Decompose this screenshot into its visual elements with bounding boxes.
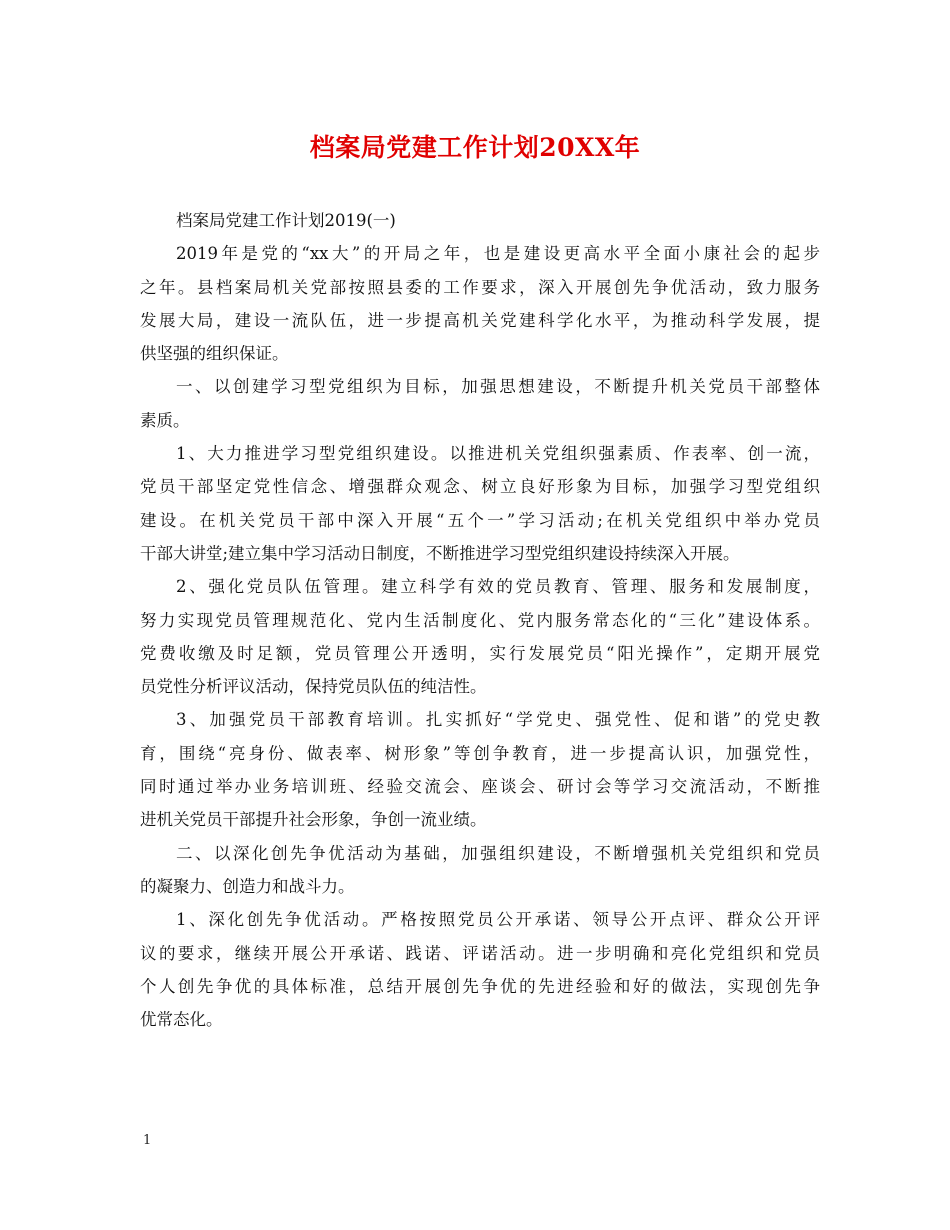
text-line: 供坚强的组织保证。 [140,344,289,364]
text-line: 2、强化党员队伍管理。建立科学有效的党员教育、管理、服务和发展制度， [176,577,820,597]
text-line: 努力实现党员管理规范化、党内生活制度化、党内服务常态化的“三化”建设体系。 [140,610,820,630]
text-line: 建设。在机关党员干部中深入开展“五个一”学习活动;在机关党组织中举办党员 [140,510,820,530]
text-line: 干部大讲堂;建立集中学习活动日制度，不断推进学习型党组织建设持续深入开展。 [140,543,740,563]
text-line: 1、大力推进学习型党组织建设。以推进机关党组织强素质、作表率、创一流， [176,444,820,464]
text-line: 二、以深化创先争优活动为基础，加强组织建设，不断增强机关党组织和党员 [176,843,820,863]
text-line: 发展大局，建设一流队伍，进一步提高机关党建科学化水平，为推动科学发展，提 [140,310,820,330]
text-line: 个人创先争优的具体标准，总结开展创先争优的先进经验和好的做法，实现创先争 [140,976,820,996]
text-line: 员党性分析评议活动，保持党员队伍的纯洁性。 [140,677,487,697]
text-line: 3、加强党员干部教育培训。扎实抓好“学党史、强党性、促和谐”的党史教 [176,710,820,730]
text-line: 一、以创建学习型党组织为目标，加强思想建设，不断提升机关党员干部整体 [176,377,820,397]
page-number: 1 [143,1133,152,1148]
text-line: 的凝聚力、创造力和战斗力。 [140,876,355,896]
text-line: 育，围绕“亮身份、做表率、树形象”等创争教育，进一步提高认识，加强党性， [140,743,820,763]
text-line: 素质。 [140,410,190,430]
text-line: 1、深化创先争优活动。严格按照党员公开承诺、领导公开点评、群众公开评 [176,910,820,930]
text-line: 优常态化。 [140,1010,223,1030]
text-line: 议的要求，继续开展公开承诺、践诺、评诺活动。进一步明确和亮化党组织和党员 [140,943,820,963]
text-line: 进机关党员干部提升社会形象，争创一流业绩。 [140,810,487,830]
text-line: 之年。县档案局机关党部按照县委的工作要求，深入开展创先争优活动，致力服务 [140,277,820,297]
text-line: 党费收缴及时足额，党员管理公开透明，实行发展党员“阳光操作”，定期开展党 [140,643,820,663]
text-line: 2019年是党的“xx大”的开局之年，也是建设更高水平全面小康社会的起步 [176,244,820,264]
text-line: 档案局党建工作计划2019(一) [176,211,396,230]
document-title: 档案局党建工作计划20XX年 [309,133,641,162]
text-line: 同时通过举办业务培训班、经验交流会、座谈会、研讨会等学习交流活动，不断推 [140,777,820,797]
document-body [140,204,820,1036]
text-line: 党员干部坚定党性信念、增强群众观念、树立良好形象为目标，加强学习型党组织 [140,477,820,497]
